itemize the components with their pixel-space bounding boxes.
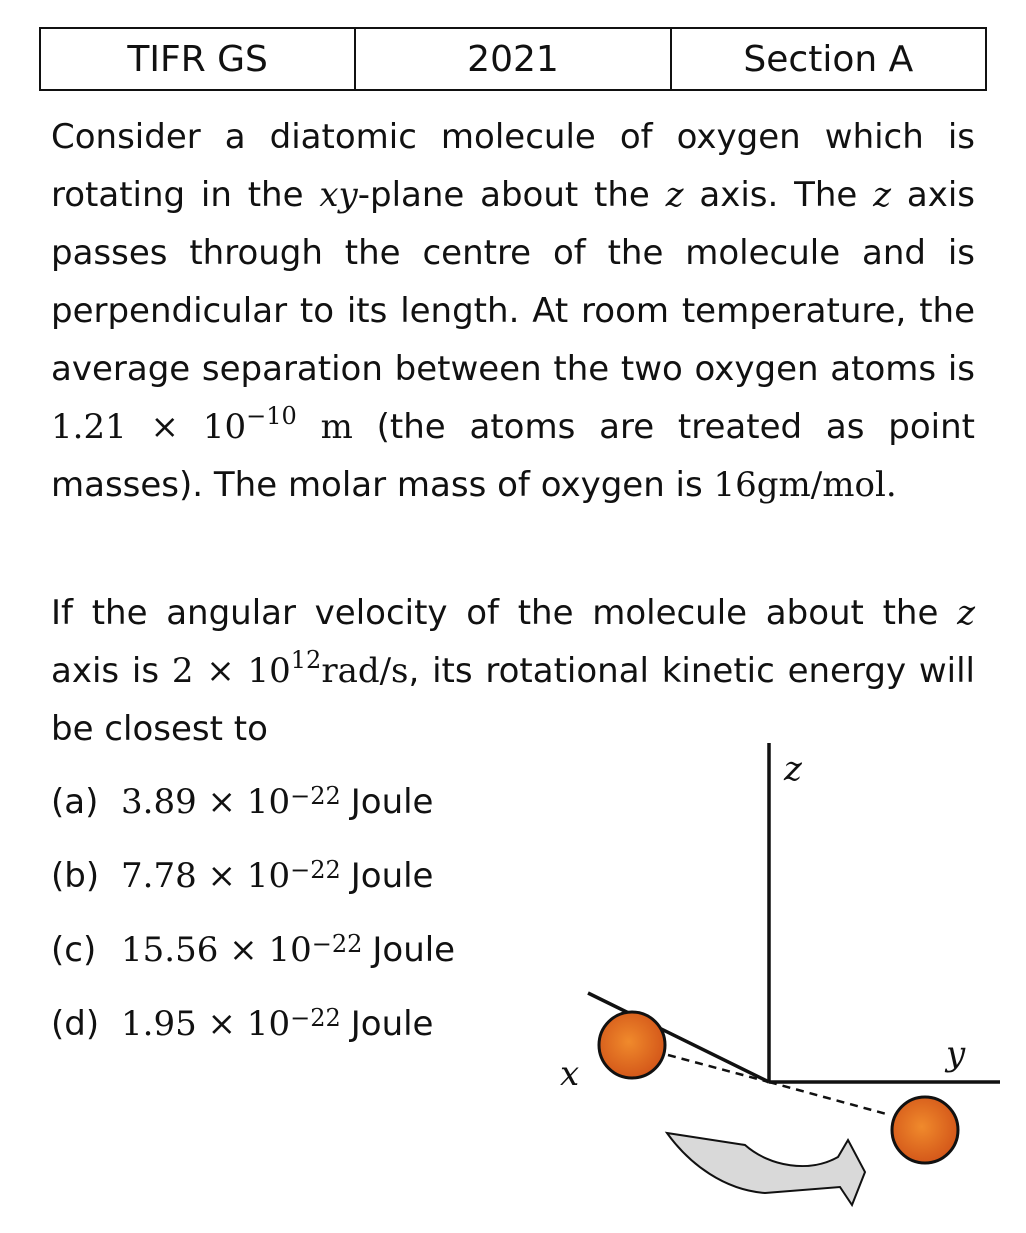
year-cell: 2021 bbox=[356, 29, 671, 89]
option-a[interactable]: (a) 3.89 × 10 $^{-22}$ Joule bbox=[51, 782, 434, 822]
separation-value: 1.21 × 10 bbox=[51, 407, 247, 447]
angular-velocity-exponent: 12 bbox=[290, 645, 322, 674]
option-mantissa: 15.56 × 10 bbox=[121, 930, 312, 970]
option-unit: Joule bbox=[372, 930, 456, 970]
exam-name-cell: TIFR GS bbox=[41, 29, 356, 89]
molecule-figure bbox=[540, 735, 1010, 1225]
text-run: Consider a diatomic molecule of oxygen which is rotating in the bbox=[51, 117, 975, 215]
separation-exponent: −10 bbox=[246, 401, 297, 430]
option-label: (d) bbox=[51, 1004, 100, 1044]
text-run: axis passes through the centre of the molecule and is perpendicular to its length. At room temperature, the average separation between the two oxygen atoms is bbox=[51, 175, 975, 389]
oxygen-atom-left bbox=[599, 1012, 665, 1078]
x-axis-label: x bbox=[560, 1054, 580, 1094]
text-run: axis. The bbox=[683, 175, 874, 215]
question-paragraph-1 bbox=[51, 108, 975, 514]
option-mantissa: 3.89 × 10 bbox=[121, 782, 291, 822]
option-label: (c) bbox=[51, 930, 97, 970]
angular-velocity-unit: rad/s bbox=[321, 651, 409, 691]
option-unit: Joule bbox=[350, 1004, 434, 1044]
y-axis-label: y bbox=[946, 1034, 966, 1074]
text-run: If the angular velocity of the molecule about the bbox=[51, 593, 958, 633]
text-run: (the atoms are treated as point masses). The molar mass of oxygen is bbox=[51, 407, 975, 505]
option-label: (b) bbox=[51, 856, 100, 896]
option-b[interactable]: (b) 7.78 × 10 $^{-22}$ Joule bbox=[51, 856, 434, 896]
option-d[interactable]: (d) 1.95 × 10 $^{-22}$ Joule bbox=[51, 1004, 434, 1044]
z-axis-label: z bbox=[784, 749, 802, 789]
separation-unit: m bbox=[296, 407, 353, 447]
text-run: , its rotational kinetic energy will be closest to bbox=[51, 651, 975, 749]
question-paragraph-2 bbox=[51, 584, 975, 758]
option-unit: Joule bbox=[350, 856, 434, 896]
text-run: -plane about the bbox=[357, 175, 666, 215]
rotation-arrow-icon bbox=[667, 1133, 865, 1205]
option-unit: Joule bbox=[350, 782, 434, 822]
math-z: z bbox=[957, 593, 975, 633]
option-mantissa: 1.95 × 10 bbox=[121, 1004, 291, 1044]
angular-velocity-value: 2 × 10 bbox=[171, 651, 291, 691]
math-z: z bbox=[665, 175, 684, 215]
oxygen-atom-right bbox=[892, 1097, 958, 1163]
option-label: (a) bbox=[51, 782, 99, 822]
math-z: z bbox=[873, 175, 892, 215]
option-c[interactable]: (c) 15.56 × 10 $^{-22}$ Joule bbox=[51, 930, 456, 970]
option-mantissa: 7.78 × 10 bbox=[121, 856, 291, 896]
molar-mass-value: 16gm/mol. bbox=[713, 465, 897, 505]
section-cell: Section A bbox=[743, 38, 914, 80]
math-xy: xy bbox=[319, 175, 358, 215]
text-run: axis is bbox=[51, 651, 172, 691]
bond-right bbox=[769, 1082, 890, 1115]
header-table bbox=[39, 27, 987, 91]
